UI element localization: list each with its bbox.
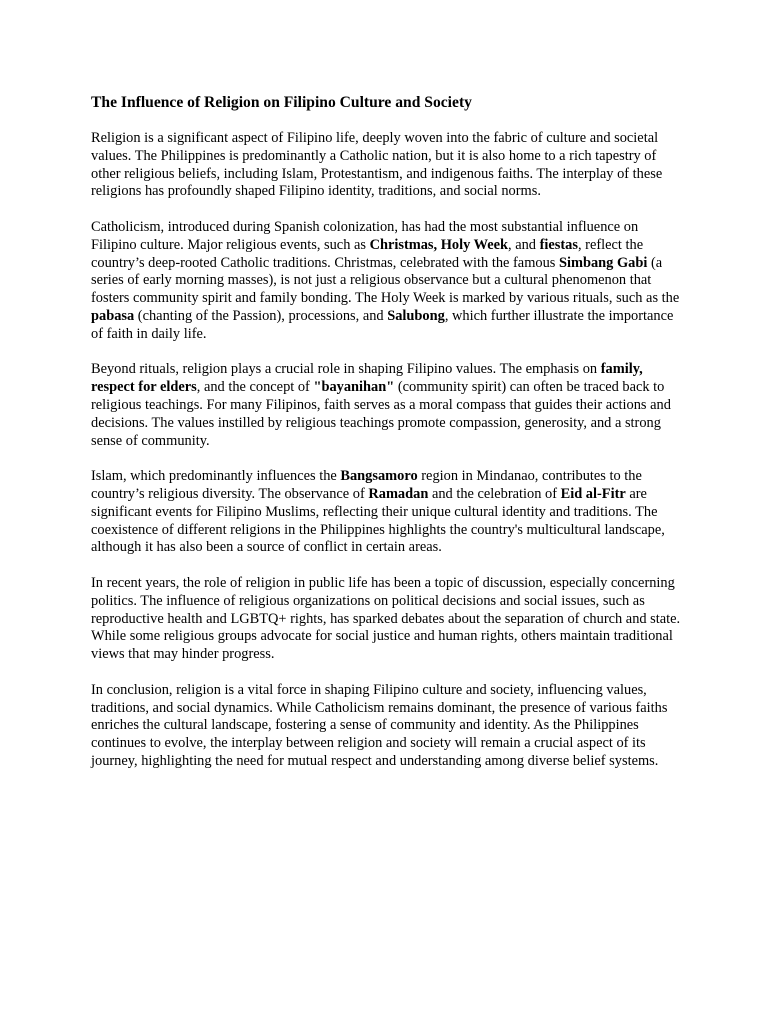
text-run: In recent years, the role of religion in public life has been a topic of discussion, especially concerning politics. The influence of religious organizations on political decisions and social issues, such as reproductive health and LGBTQ+ rights, has sparked debates about the separation of church and state. While some religious groups advocate for social justice and human rights, others maintain traditional views that may hinder progress. [91,574,681,663]
text-run: (a series of early morning masses), is not just a religious observance but a cultural phenomenon that fosters community spirit and family bonding. The Holy Week is marked by various rituals, such as the [91,254,680,307]
bold-term: fiestas [539,236,578,253]
text-run: In conclusion, religion is a vital force in shaping Filipino culture and society, influencing values, traditions, and social dynamics. While Catholicism remains dominant, the presence of various faiths enriches the cultural landscape, fostering a sense of community and identity. As the Philippines continues to evolve, the interplay between religion and society will remain a crucial aspect of its journey, highlighting the need for mutual respect and understanding among diverse belief systems. [91,681,668,769]
bold-term: "bayanihan" [313,379,395,396]
paragraph-list [91,130,683,771]
text-run: , and the concept of [196,379,314,396]
text-run: (community spirit) can often be traced back to religious teachings. For many Filipinos, faith serves as a moral compass that guides their actions and decisions. The values instilled by religious teachings promote compassion, generosity, and a strong sense of community. [91,379,671,449]
bold-term: family, respect for elders [91,361,643,396]
text-run: , which further illustrate the importance of faith in daily life. [91,307,674,342]
body-paragraph [91,468,683,557]
text-run: Islam, which predominantly influences the [91,468,341,485]
bold-term: Christmas, Holy Week [369,236,509,253]
bold-term: Bangsamoro [340,468,418,485]
bold-term: Salubong [387,307,445,324]
text-run: Religion is a significant aspect of Filipino life, deeply woven into the fabric of culture and societal values. The Philippines is predominantly a Catholic nation, but it is also home to a rich tapestry of other religious beliefs, including Islam, Protestantism, and indigenous faiths. The interplay of these religions has profoundly shaped Filipino identity, traditions, and social norms. [91,130,663,200]
text-run: , reflect the country’s deep-rooted Catholic traditions. Christmas, celebrated with the famous [91,236,644,271]
text-run: , and [508,236,540,253]
bold-term: Simbang Gabi [558,254,648,271]
text-run: region in Mindanao, contributes to the country’s religious diversity. The observance of [91,468,642,502]
body-paragraph [91,361,683,450]
bold-term: pabasa [91,307,135,324]
body-paragraph [91,575,683,664]
text-run: Beyond rituals, religion plays a crucial role in shaping Filipino values. The emphasis on [91,361,601,378]
body-paragraph [91,130,683,201]
text-run: and the celebration of [428,485,561,502]
bold-term: Eid al-Fitr [560,485,626,502]
bold-term: Ramadan [368,485,429,502]
document-title: The Influence of Religion on Filipino Culture and Society [91,94,472,111]
document-body [91,92,683,788]
body-paragraph [91,682,683,771]
text-run: are significant events for Filipino Muslims, reflecting their unique cultural identity and traditions. The coexistence of different religions in the Philippines highlights the country's multicultural landscape, although it has also been a source of conflict in certain areas. [91,485,665,556]
text-run: Catholicism, introduced during Spanish colonization, has had the most substantial influence on Filipino culture. Major religious events, such as [91,218,639,253]
text-run: (chanting of the Passion), processions, and [134,307,388,324]
body-paragraph [91,219,683,344]
